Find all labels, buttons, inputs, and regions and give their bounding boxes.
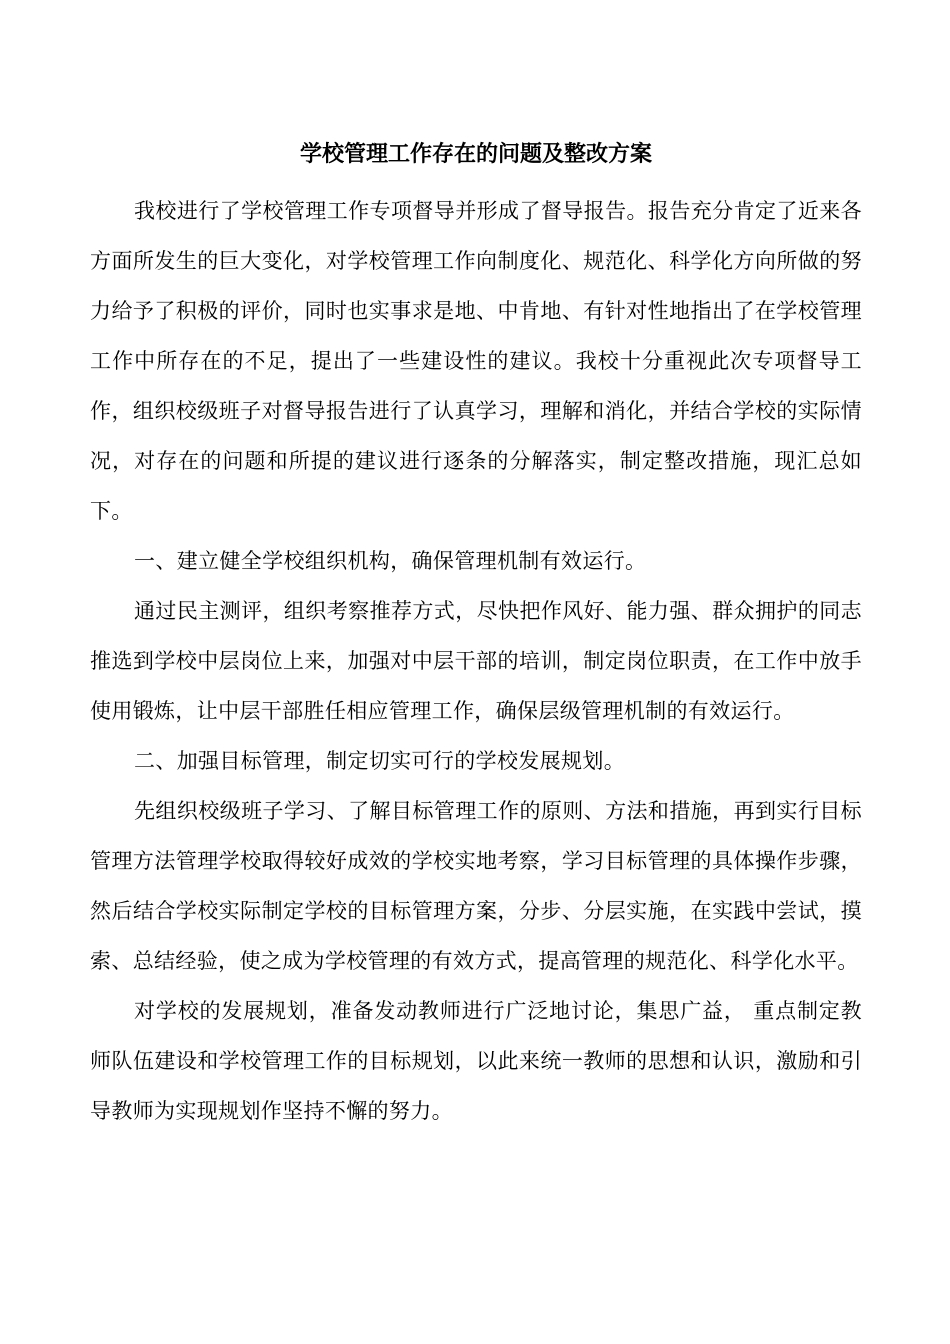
section-1-paragraph: 通过民主测评，组织考察推荐方式，尽快把作风好、能力强、群众拥护的同志推选到学校中层岗位上来，加强对中层干部的培训，制定岗位职责，在工作中放手使用锻炼，让中层干部胜任相应管理工作，确保层级管理机制的有效运行。	[90, 599, 862, 723]
section-heading-1: 一、建立健全学校组织机构，确保管理机制有效运行。	[134, 549, 647, 573]
intro-paragraph: 我校进行了学校管理工作专项督导并形成了督导报告。报告充分肯定了近来各方面所发生的巨大变化，对学校管理工作向制度化、规范化、科学化方向所做的努力给予了积极的评价，同时也实事求是地、中肯地、有针对性地指出了在学校管理工作中所存在的不足，提出了一些建设性的建议。我校十分重视此次专项督导工作，组织校级班子对督导报告进行了认真学习，理解和消化，并结合学校的实际情况，对存在的问题和所提的建议进行逐条的分解落实，制定整改措施，现汇总如下。	[90, 199, 862, 523]
document-title: 学校管理工作存在的问题及整改方案	[299, 142, 652, 167]
section-heading-2: 二、加强目标管理，制定切实可行的学校发展规划。	[134, 749, 626, 773]
document-body	[90, 186, 862, 1136]
section-2-paragraph-1: 先组织校级班子学习、了解目标管理工作的原则、方法和措施，再到实行目标管理方法管理学校取得较好成效的学校实地考察，学习目标管理的具体操作步骤，然后结合学校实际制定学校的目标管理方案，分步、分层实施，在实践中尝试，摸索、总结经验，使之成为学校管理的有效方式，提高管理的规范化、科学化水平。	[90, 799, 862, 973]
section-2-paragraph-2: 对学校的发展规划，准备发动教师进行广泛地讨论，集思广益， 重点制定教师队伍建设和学校管理工作的目标规划，以此来统一教师的思想和认识，激励和引导教师为实现规划作坚持不懈的努力。	[90, 999, 862, 1123]
